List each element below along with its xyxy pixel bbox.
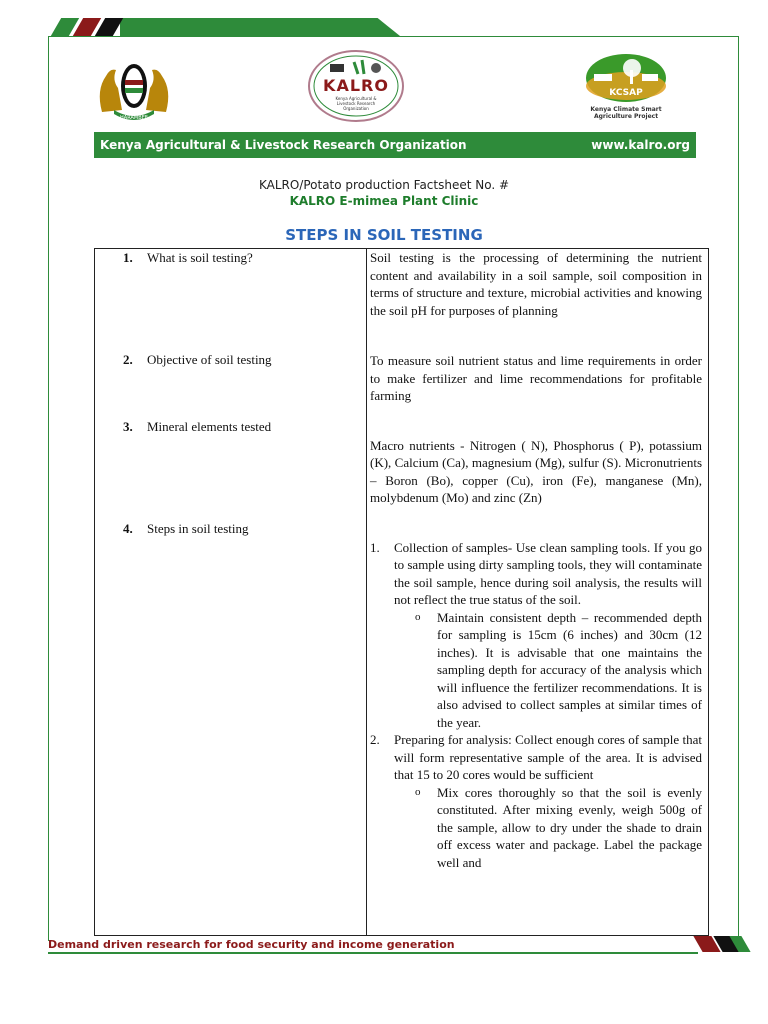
step-subitem [367, 784, 708, 872]
soil-testing-table [94, 248, 709, 936]
step-item [367, 539, 708, 609]
svg-text:HARAMBEE: HARAMBEE [120, 115, 148, 121]
step-item [367, 731, 708, 784]
page-title: STEPS IN SOIL TESTING [285, 226, 483, 244]
question-column [95, 249, 367, 936]
kalro-logo-subtitle: Kenya Agricultural & Livestock Research Organization [335, 96, 377, 111]
answer-1: Soil testing is the processing of determining the nutrient content and availability in a soil sample, soil composition in terms of structure and texture, microbial activities and knowing the soil pH for purposes of planning [370, 250, 702, 318]
kalro-logo-text: KALRO [323, 76, 389, 95]
question-row-1 [95, 249, 366, 267]
page-frame-left [48, 36, 49, 941]
step-subitem-text: Mix cores thoroughly so that the soil is evenly constituted. After mixing evenly, weigh 500g of the sample, allow to dry under the shade to drain off excess water and package. Label the package well and [437, 784, 702, 870]
question-number: 3. [123, 419, 133, 434]
website-link[interactable]: www.kalro.org [591, 138, 690, 152]
question-number: 4. [123, 520, 133, 536]
answer-column [367, 249, 709, 936]
logo-row [0, 48, 768, 128]
step-number: 2. [370, 732, 380, 747]
answer-2: To measure soil nutrient status and lime requirements in order to make fertilizer and lime recommendations for profitable farming [370, 353, 702, 403]
question-number: 1. [123, 250, 133, 265]
factsheet-number: KALRO/Potato production Factsheet No. # [258, 178, 510, 192]
question-text: What is soil testing? [147, 250, 253, 265]
question-text: Mineral elements tested [147, 419, 272, 434]
step-text: Collection of samples- Use clean sampling tools. If you go to sample using dirty sampling tools, they will contaminate the soil sample, hence during soil analysis, the results will not reflect the true status of the soil. [394, 539, 702, 607]
step-subitem-text: Maintain consistent depth – recommended depth for sampling is 15cm (6 inches) and 30cm (12 inches). It is advisable that one maintains the sampling depth for accuracy of the analysis which will influence the fertilizer recommendations. It is also advised to collect samples at similar times of the year. [437, 609, 702, 730]
kcsap-logo [580, 52, 672, 122]
kcsap-logo-subtitle: Kenya Climate Smart Agriculture Project [590, 106, 662, 120]
question-number: 2. [123, 351, 133, 367]
kenya-coat-of-arms-icon [92, 50, 176, 122]
footer-tagline: Demand driven research for food security and income generation [48, 938, 455, 951]
org-name: Kenya Agricultural & Livestock Research Organization [100, 138, 467, 152]
question-text: Steps in soil testing [147, 520, 249, 536]
clinic-name: KALRO E-mimea Plant Clinic [289, 194, 479, 208]
bullet-icon: o [415, 610, 421, 623]
answer-3: Macro nutrients - Nitrogen ( N), Phosphorus ( P), potassium (K), Calcium (Ca), magnesium (Mg), sulfur (S). Micronutrients – Boron (Bo), copper (Cu), iron (Fe), manganese (Mn), molybdenum (Mo) and zinc (Zn) [370, 437, 702, 505]
step-text: Preparing for analysis: Collect enough cores of sample that will form representative sample of the area. It is advised that 15 to 20 cores would be sufficient [394, 732, 702, 782]
top-stripes [56, 18, 196, 36]
kalro-logo [306, 48, 406, 124]
kcsap-logo-text: KCSAP [609, 88, 643, 98]
header-band [94, 132, 696, 158]
question-text: Objective of soil testing [147, 351, 272, 367]
question-row-2 [95, 351, 366, 369]
question-row-4 [95, 520, 366, 538]
footer-line [48, 952, 698, 954]
question-row-3 [95, 418, 366, 436]
step-number: 1. [370, 539, 380, 555]
bullet-icon: o [415, 785, 421, 798]
footer-stripes [690, 936, 750, 952]
step-subitem [367, 609, 708, 732]
